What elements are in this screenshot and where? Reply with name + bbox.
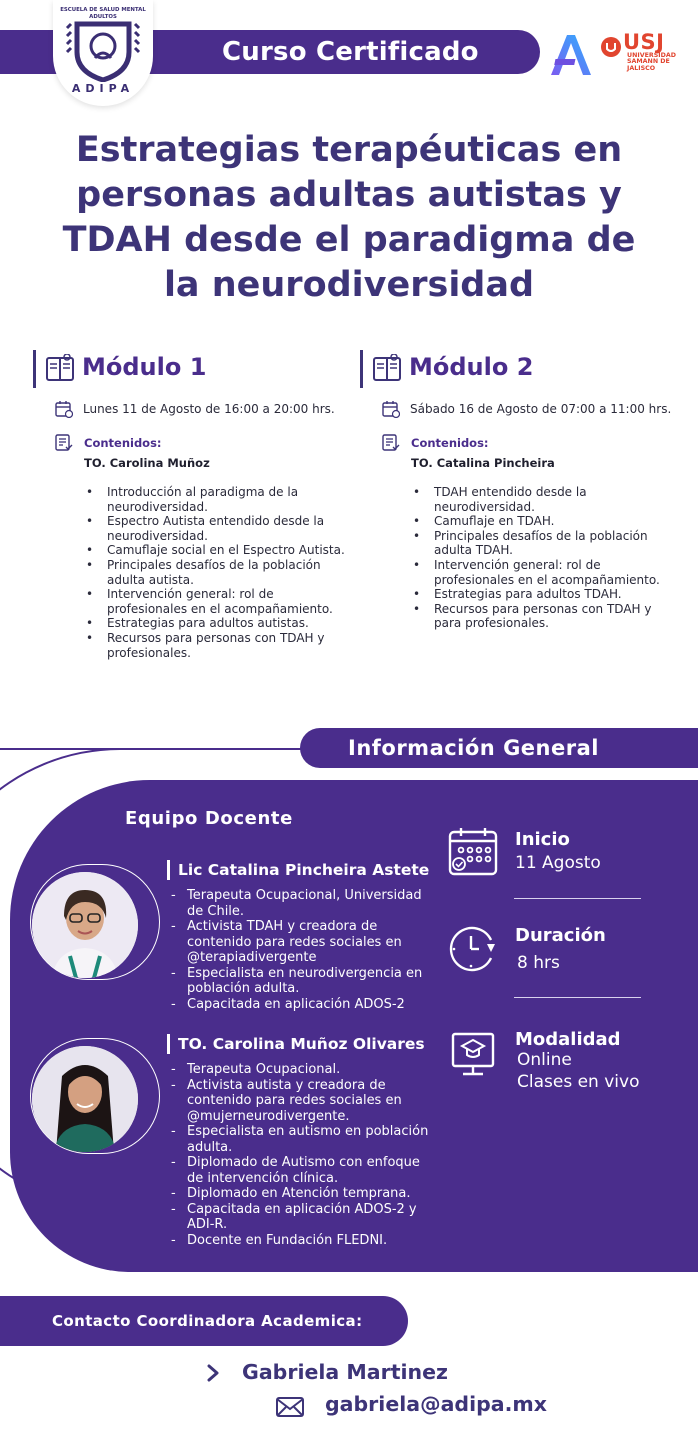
badge-school-text: ESCUELA DE SALUD MENTAL ADULTOS — [60, 7, 146, 20]
document-list-icon — [382, 434, 400, 452]
list-item: • Camuflaje social en el Espectro Autista. — [84, 543, 354, 558]
list-item: - Terapeuta Ocupacional, Universidad de Chile. — [170, 888, 432, 919]
list-item: • Introducción al paradigma de la neurodiversidad. — [84, 485, 354, 514]
calendar-clock-icon — [55, 400, 73, 418]
list-item: • Estrategias para adultos TDAH. — [411, 587, 681, 602]
list-item: • Principales desafíos de la población adulta TDAH. — [411, 529, 681, 558]
team-label: Equipo Docente — [125, 808, 293, 829]
module-1-date: Lunes 11 de Agosto de 16:00 a 20:00 hrs. — [83, 402, 335, 416]
module-2-header — [360, 350, 680, 388]
a-partner-logo — [549, 33, 593, 77]
module-1-title: Módulo 1 — [82, 353, 207, 381]
banner-title: Curso Certificado — [222, 37, 479, 67]
info-general-title: Información General — [348, 736, 599, 760]
start-label: Inicio — [515, 829, 570, 850]
list-item: • Recursos para personas con TDAH y para profesionales. — [411, 602, 681, 631]
list-item: • TDAH entendido desde la neurodiversidad. — [411, 485, 681, 514]
list-item: - Especialista en autismo en población adulta. — [170, 1124, 432, 1155]
list-item: • Intervención general: rol de profesionales en el acompañamiento. — [411, 558, 681, 587]
teacher-name: TO. Carolina Muñoz Olivares — [167, 1034, 425, 1054]
course-title: Estrategias terapéuticas en personas adultas autistas y TDAH desde el paradigma de la neurodiversidad — [62, 130, 636, 305]
module-1-content-list — [84, 485, 354, 660]
start-value: 11 Agosto — [515, 853, 601, 873]
usj-logo-text: USJ — [623, 30, 665, 54]
module-2 — [360, 350, 680, 631]
contact-name: Gabriela Martinez — [242, 1360, 448, 1384]
module-2-title: Módulo 2 — [409, 353, 534, 381]
section-divider-line — [0, 748, 320, 750]
list-item: - Docente en Fundación FLEDNI. — [170, 1233, 432, 1249]
module-1-header — [33, 350, 353, 388]
module-1-teacher: TO. Carolina Muñoz — [84, 456, 210, 470]
module-2-teacher: TO. Catalina Pincheira — [411, 456, 555, 470]
list-item: • Espectro Autista entendido desde la neurodiversidad. — [84, 514, 354, 543]
head-shield-icon — [61, 18, 145, 82]
module-2-content-list — [411, 485, 681, 631]
list-item: - Capacitada en aplicación ADOS-2 y ADI-R. — [170, 1202, 432, 1233]
teacher-photo-illustration — [32, 1046, 138, 1152]
list-item: - Diplomado en Atención temprana. — [170, 1186, 432, 1202]
clock-icon — [447, 922, 499, 974]
module-1-contents-label: Contenidos: — [84, 436, 162, 450]
list-item: - Activista TDAH y creadora de contenido para redes sociales en @terapiadivergente — [170, 919, 432, 966]
modality-label: Modalidad — [515, 1029, 621, 1050]
list-item: • Camuflaje en TDAH. — [411, 514, 681, 529]
avatar — [32, 872, 138, 978]
list-item: - Especialista en neurodivergencia en población adulta. — [170, 966, 432, 997]
list-item: - Activista autista y creadora de contenido para redes sociales en @mujerneurodivergente. — [170, 1078, 432, 1125]
calendar-clock-icon — [382, 400, 400, 418]
list-item: • Intervención general: rol de profesionales en el acompañamiento. — [84, 587, 354, 616]
fact-separator — [514, 997, 641, 998]
duration-value: 8 hrs — [517, 953, 560, 973]
modality-value-live: Clases en vivo — [517, 1072, 640, 1092]
module-2-date: Sábado 16 de Agosto de 07:00 a 11:00 hrs. — [410, 402, 672, 416]
chevron-right-icon — [206, 1364, 220, 1382]
badge-name: ADIPA — [71, 82, 135, 95]
list-item: - Capacitada en aplicación ADOS-2 — [170, 997, 432, 1013]
teacher-credentials-list — [170, 1062, 432, 1248]
mail-icon — [276, 1397, 304, 1417]
usj-subtext: UNIVERSIDAD SAMANN DE JALISCO — [627, 52, 676, 72]
teacher-name: Lic Catalina Pincheira Astete — [167, 860, 429, 880]
duration-label: Duración — [515, 925, 606, 946]
list-item: • Principales desafíos de la población adulta autista. — [84, 558, 354, 587]
list-item: • Recursos para personas con TDAH y profesionales. — [84, 631, 354, 660]
adipa-badge-logo — [53, 0, 153, 106]
teacher-credentials-list — [170, 888, 432, 1012]
online-class-monitor-icon — [447, 1026, 499, 1078]
teacher-photo-illustration — [32, 872, 138, 978]
module-1 — [33, 350, 353, 660]
list-item: • Estrategias para adultos autistas. — [84, 616, 354, 631]
modality-value-online: Online — [517, 1050, 572, 1070]
book-icon — [372, 354, 402, 382]
document-list-icon — [55, 434, 73, 452]
avatar — [32, 1046, 138, 1152]
calendar-icon — [447, 826, 499, 878]
fact-separator — [514, 898, 641, 899]
book-icon — [45, 354, 75, 382]
usj-emblem-icon — [600, 36, 622, 58]
list-item: - Diplomado de Autismo con enfoque de intervención clínica. — [170, 1155, 432, 1186]
contact-label: Contacto Coordinadora Academica: — [52, 1312, 363, 1330]
list-item: - Terapeuta Ocupacional. — [170, 1062, 432, 1078]
contact-email-link[interactable]: gabriela@adipa.mx — [325, 1392, 547, 1416]
module-2-contents-label: Contenidos: — [411, 436, 489, 450]
